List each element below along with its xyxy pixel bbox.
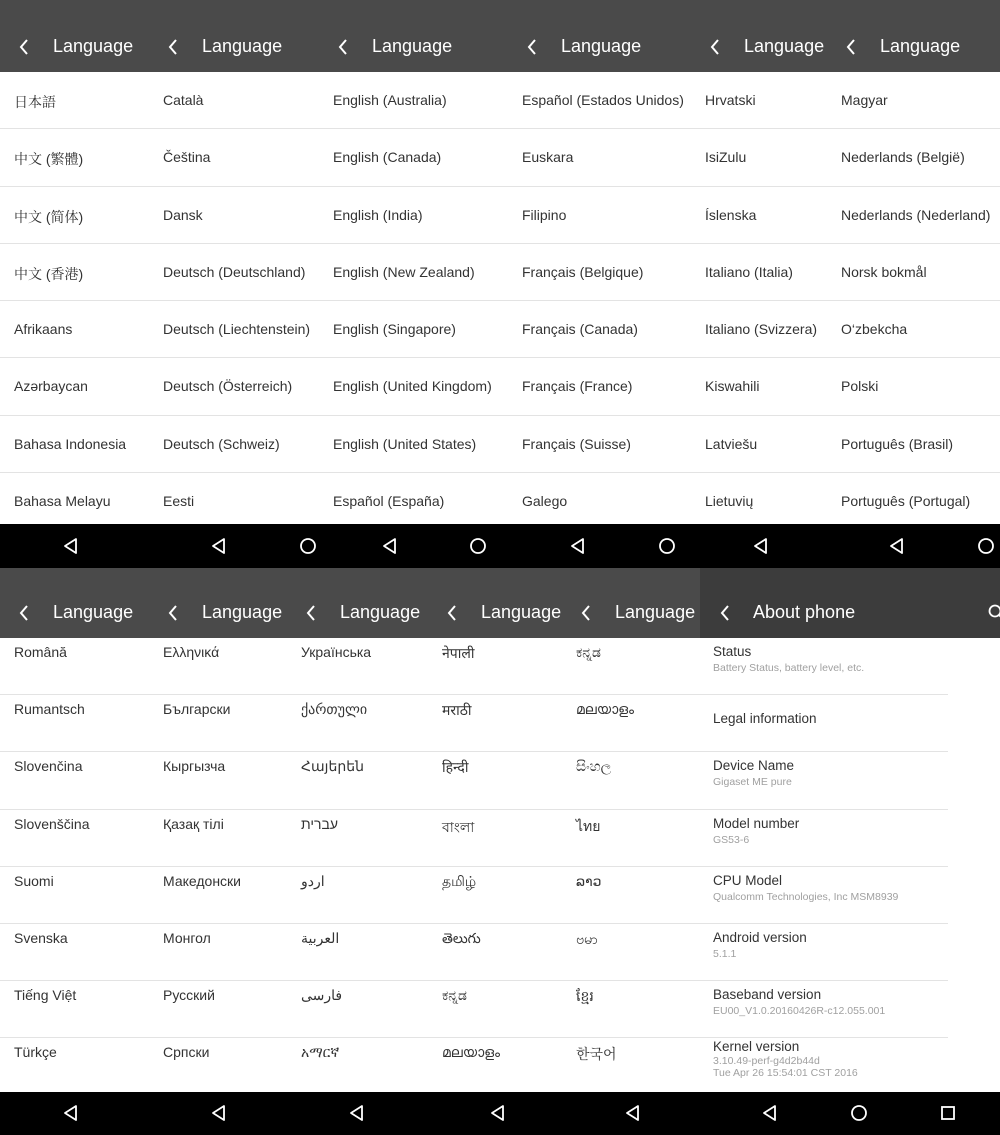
language-item[interactable]: Ελληνικά — [149, 638, 288, 695]
language-item[interactable]: Svenska — [0, 924, 152, 981]
item-subtitle: Qualcomm Technologies, Inc MSM8939 — [713, 890, 899, 903]
language-item[interactable]: Türkçe — [0, 1038, 152, 1095]
back-arrow-icon[interactable] — [579, 604, 594, 622]
language-item[interactable]: Suomi — [0, 867, 152, 924]
language-item[interactable]: IsiZulu — [691, 129, 827, 186]
navigation-bar — [0, 524, 1000, 568]
language-item[interactable]: Қазақ тілі — [149, 810, 288, 867]
app-bar — [508, 0, 691, 72]
item-subtitle: 3.10.49-perf-g4d2b44d — [713, 1055, 820, 1068]
language-item[interactable]: English (New Zealand) — [319, 244, 508, 301]
nav-back-triangle-icon[interactable] — [752, 537, 770, 555]
language-item[interactable]: Latviešu — [691, 416, 827, 473]
about-item-baseband-version[interactable] — [700, 981, 948, 1038]
app-bar — [149, 568, 288, 638]
app-bar — [700, 568, 1000, 638]
language-item[interactable]: English (United Kingdom) — [319, 358, 508, 415]
language-item[interactable]: 한국어 — [562, 1038, 700, 1095]
item-subtitle: 5.1.1 — [713, 947, 737, 960]
nav-home-circle-icon[interactable] — [850, 1104, 868, 1122]
language-item[interactable]: සිංහල — [562, 752, 700, 809]
about-item-device-name[interactable] — [700, 752, 948, 809]
back-arrow-icon[interactable] — [17, 38, 32, 56]
language-item[interactable]: Nederlands (België) — [827, 129, 1000, 186]
about-list — [700, 638, 1000, 1096]
app-bar — [287, 568, 428, 638]
language-item[interactable]: मराठी — [428, 695, 562, 752]
language-item[interactable]: Deutsch (Liechtenstein) — [149, 301, 323, 358]
about-phone-panel — [700, 568, 1000, 1135]
language-item[interactable]: বাংলা — [428, 810, 562, 867]
page-title: Language — [615, 602, 696, 622]
language-item[interactable]: Slovenščina — [0, 810, 152, 867]
app-bar — [0, 0, 152, 72]
nav-back-triangle-icon[interactable] — [569, 537, 587, 555]
language-item[interactable]: Português (Portugal) — [827, 473, 1000, 530]
language-item[interactable]: Íslenska — [691, 187, 827, 244]
language-list — [428, 638, 562, 1096]
language-item[interactable]: English (India) — [319, 187, 508, 244]
nav-back-triangle-icon[interactable] — [381, 537, 399, 555]
language-item[interactable]: Català — [149, 72, 323, 129]
item-subtitle-line2: Tue Apr 26 15:54:01 CST 2016 — [713, 1067, 858, 1080]
back-arrow-icon[interactable] — [525, 38, 540, 56]
language-item[interactable]: Français (France) — [508, 358, 691, 415]
language-panel — [0, 0, 152, 568]
language-list — [287, 638, 428, 1096]
language-item[interactable]: Македонски — [149, 867, 288, 924]
page-title: Language — [53, 36, 134, 56]
language-item[interactable]: Eesti — [149, 473, 323, 530]
navigation-bar — [0, 1092, 1000, 1135]
page-title: Language — [372, 36, 453, 56]
back-arrow-icon[interactable] — [166, 38, 181, 56]
language-item[interactable]: Հայերեն — [287, 752, 428, 809]
language-panel — [827, 0, 1000, 568]
language-panel — [508, 0, 691, 568]
language-item[interactable]: Português (Brasil) — [827, 416, 1000, 473]
language-list — [319, 72, 508, 530]
language-item[interactable]: Azərbaycan — [0, 358, 152, 415]
nav-back-triangle-icon[interactable] — [62, 537, 80, 555]
app-bar — [562, 568, 700, 638]
language-item[interactable]: አማርኛ — [287, 1038, 428, 1095]
language-item[interactable]: Tiếng Việt — [0, 981, 152, 1038]
nav-back-triangle-icon[interactable] — [624, 1104, 642, 1122]
language-list — [149, 638, 288, 1096]
about-item-cpu-model[interactable] — [700, 867, 948, 924]
language-list — [0, 72, 152, 530]
about-item-legal[interactable] — [700, 695, 948, 752]
language-item[interactable]: മലയാളം — [562, 695, 700, 752]
language-item[interactable]: ಕನ್ನಡ — [562, 638, 700, 695]
language-item[interactable]: Українська — [287, 638, 428, 695]
language-item[interactable]: עברית — [287, 810, 428, 867]
page-title: Language — [744, 36, 825, 56]
language-panel — [428, 568, 562, 1135]
language-list — [562, 638, 700, 1096]
language-item[interactable]: Español (Estados Unidos) — [508, 72, 691, 129]
app-bar — [827, 0, 1000, 72]
nav-back-triangle-icon[interactable] — [210, 537, 228, 555]
app-bar — [0, 568, 152, 638]
language-item[interactable]: Српски — [149, 1038, 288, 1095]
app-bar — [691, 0, 827, 72]
language-item[interactable]: Lietuvių — [691, 473, 827, 530]
item-title: Device Name — [713, 758, 795, 774]
item-title: Kernel version — [713, 1039, 800, 1055]
item-title: Legal information — [713, 711, 817, 727]
about-item-status[interactable] — [700, 638, 948, 695]
language-item[interactable]: Euskara — [508, 129, 691, 186]
language-item[interactable]: Français (Belgique) — [508, 244, 691, 301]
language-item[interactable]: Română — [0, 638, 152, 695]
language-item[interactable]: తెలుగు — [428, 924, 562, 981]
language-item[interactable]: नेपाली — [428, 638, 562, 695]
language-list — [691, 72, 827, 530]
language-item[interactable]: English (Canada) — [319, 129, 508, 186]
page-title: Language — [481, 602, 562, 622]
language-list — [0, 638, 152, 1096]
item-title: Status — [713, 644, 752, 659]
language-item[interactable]: Dansk — [149, 187, 323, 244]
language-panel — [149, 568, 288, 1135]
language-item[interactable]: 中文 (简体) — [0, 187, 152, 244]
language-item[interactable]: தமிழ் — [428, 867, 562, 924]
language-item[interactable]: Filipino — [508, 187, 691, 244]
language-item[interactable]: ქართული — [287, 695, 428, 752]
language-item[interactable]: ಕನ್ನಡ — [428, 981, 562, 1038]
about-item-android-version[interactable] — [700, 924, 948, 981]
language-item[interactable]: ไทย — [562, 810, 700, 867]
language-item[interactable]: O‘zbekcha — [827, 301, 1000, 358]
language-item[interactable]: हिन्दी — [428, 752, 562, 809]
language-item[interactable]: Galego — [508, 473, 691, 530]
back-arrow-icon[interactable] — [445, 604, 460, 622]
language-item[interactable]: Afrikaans — [0, 301, 152, 358]
language-item[interactable]: Español (España) — [319, 473, 508, 530]
item-title: CPU Model — [713, 872, 783, 888]
page-title: About phone — [753, 602, 856, 622]
back-arrow-icon[interactable] — [718, 604, 733, 622]
item-title: Android version — [713, 929, 807, 945]
language-item[interactable]: Rumantsch — [0, 695, 152, 752]
nav-home-circle-icon[interactable] — [658, 537, 676, 555]
page-title: Language — [340, 602, 421, 622]
language-item[interactable]: Deutsch (Österreich) — [149, 358, 323, 415]
language-panel — [0, 568, 152, 1135]
language-panel — [287, 568, 428, 1135]
language-item[interactable]: Italiano (Italia) — [691, 244, 827, 301]
language-item[interactable]: 日本語 — [0, 72, 152, 129]
back-arrow-icon[interactable] — [17, 604, 32, 622]
language-list — [149, 72, 323, 530]
nav-back-triangle-icon[interactable] — [489, 1104, 507, 1122]
nav-back-triangle-icon[interactable] — [761, 1104, 779, 1122]
about-item-model-number[interactable] — [700, 810, 948, 867]
page-title: Language — [880, 36, 961, 56]
language-item[interactable]: فارسی — [287, 981, 428, 1038]
language-panel — [691, 0, 827, 568]
language-item[interactable]: Bahasa Indonesia — [0, 416, 152, 473]
language-panel — [562, 568, 700, 1135]
language-list — [508, 72, 691, 530]
language-item[interactable]: Кыргызча — [149, 752, 288, 809]
app-bar — [428, 568, 562, 638]
language-item[interactable]: Čeština — [149, 129, 323, 186]
nav-recents-square-icon[interactable] — [939, 1104, 957, 1122]
language-item[interactable]: Slovenčina — [0, 752, 152, 809]
language-item[interactable]: English (United States) — [319, 416, 508, 473]
language-item[interactable]: ဗမာ — [562, 924, 700, 981]
language-item[interactable]: Français (Suisse) — [508, 416, 691, 473]
item-subtitle: GS53-6 — [713, 833, 750, 846]
language-item[interactable]: മലയാളം — [428, 1038, 562, 1095]
item-subtitle: EU00_V1.0.20160426R-c12.055.001 — [713, 1005, 886, 1018]
page-title: Language — [202, 36, 283, 56]
language-item[interactable]: Kiswahili — [691, 358, 827, 415]
page-title: Language — [561, 36, 642, 56]
language-item[interactable]: English (Australia) — [319, 72, 508, 129]
item-subtitle: Gigaset ME pure — [713, 776, 792, 789]
language-item[interactable]: ລາວ — [562, 867, 700, 924]
app-bar — [319, 0, 508, 72]
item-title: Model number — [713, 815, 800, 831]
back-arrow-icon[interactable] — [166, 604, 181, 622]
language-item[interactable]: Polski — [827, 358, 1000, 415]
language-panel — [319, 0, 508, 568]
nav-back-triangle-icon[interactable] — [62, 1104, 80, 1122]
nav-home-circle-icon[interactable] — [469, 537, 487, 555]
nav-back-triangle-icon[interactable] — [888, 537, 906, 555]
item-title: Baseband version — [713, 987, 822, 1003]
back-arrow-icon[interactable] — [844, 38, 859, 56]
language-item[interactable]: Magyar — [827, 72, 1000, 129]
nav-home-circle-icon[interactable] — [977, 537, 995, 555]
app-bar — [149, 0, 323, 72]
language-item[interactable]: اردو — [287, 867, 428, 924]
language-item[interactable]: Bahasa Melayu — [0, 473, 152, 530]
language-item[interactable]: English (Singapore) — [319, 301, 508, 358]
language-item[interactable]: Français (Canada) — [508, 301, 691, 358]
item-subtitle: Battery Status, battery level, etc. — [713, 662, 865, 674]
language-item[interactable]: Norsk bokmål — [827, 244, 1000, 301]
language-item[interactable]: Nederlands (Nederland) — [827, 187, 1000, 244]
language-item[interactable]: ខ្មែរ — [562, 981, 700, 1038]
language-item[interactable]: Deutsch (Schweiz) — [149, 416, 323, 473]
language-item[interactable]: Italiano (Svizzera) — [691, 301, 827, 358]
language-item[interactable]: Hrvatski — [691, 72, 827, 129]
language-item[interactable]: العربية — [287, 924, 428, 981]
page-title: Language — [202, 602, 283, 622]
search-icon[interactable] — [988, 604, 1000, 620]
back-arrow-icon[interactable] — [304, 604, 319, 622]
language-item[interactable]: Русский — [149, 981, 288, 1038]
back-arrow-icon[interactable] — [336, 38, 351, 56]
about-item-kernel-version[interactable] — [700, 1038, 948, 1095]
language-item[interactable]: 中文 (香港) — [0, 244, 152, 301]
language-list — [827, 72, 1000, 530]
nav-back-triangle-icon[interactable] — [210, 1104, 228, 1122]
nav-home-circle-icon[interactable] — [299, 537, 317, 555]
language-item[interactable]: 中文 (繁體) — [0, 129, 152, 186]
language-item[interactable]: Български — [149, 695, 288, 752]
nav-back-triangle-icon[interactable] — [348, 1104, 366, 1122]
back-arrow-icon[interactable] — [708, 38, 723, 56]
language-item[interactable]: Монгол — [149, 924, 288, 981]
page-title: Language — [53, 602, 134, 622]
language-panel — [149, 0, 323, 568]
language-item[interactable]: Deutsch (Deutschland) — [149, 244, 323, 301]
